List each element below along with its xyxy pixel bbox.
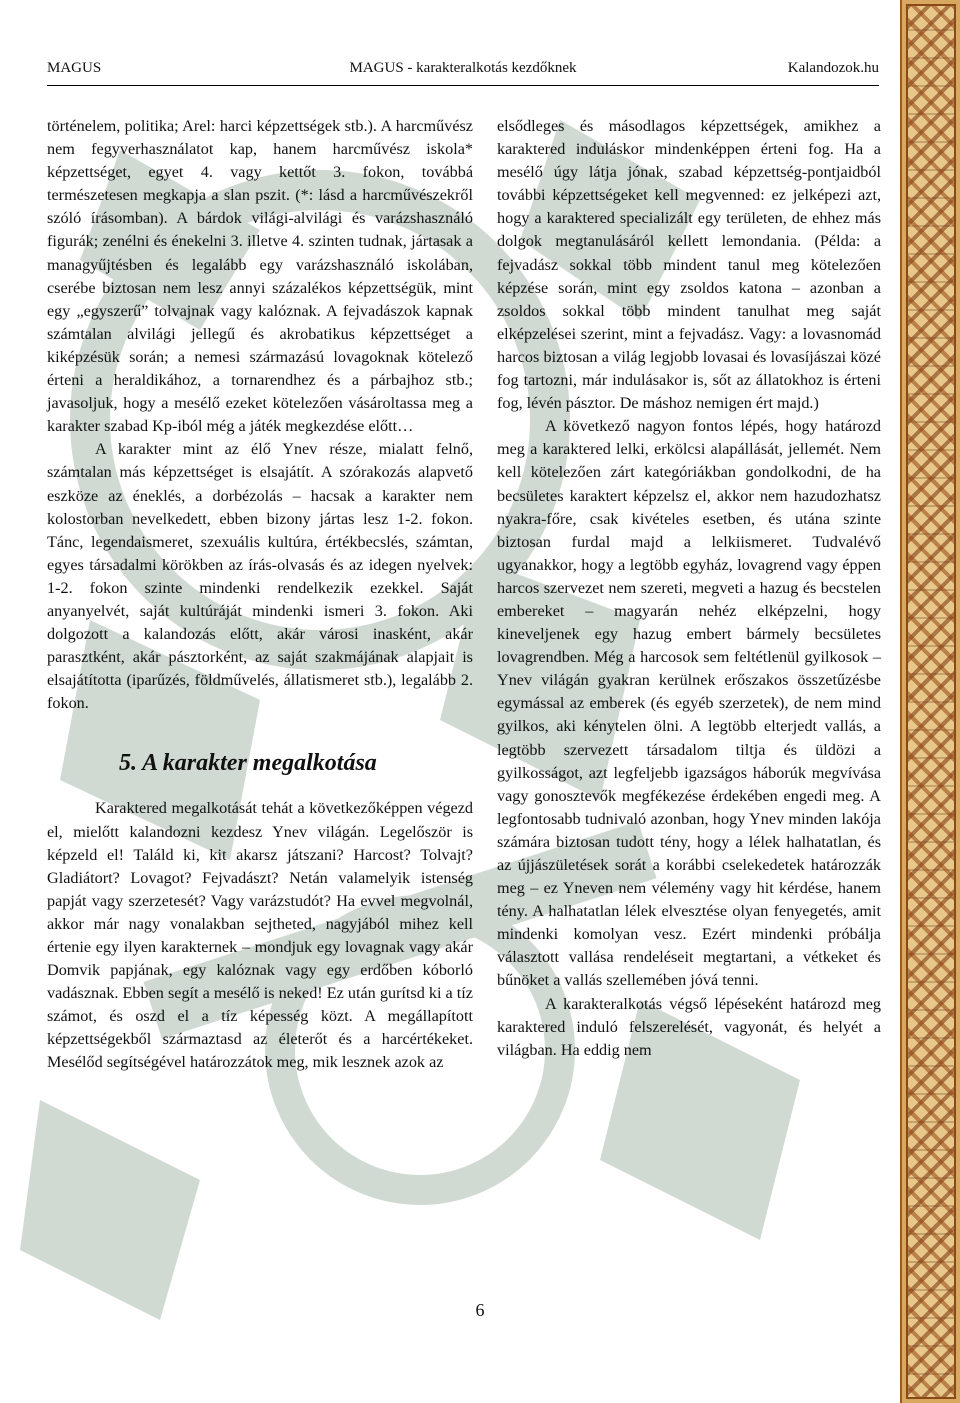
paragraph: Karaktered megalkotását tehát a következőképpen végezd el, mielőtt kalandozni kezdesz Ynev világán. Legelőször is képzeld el! Találd ki, kit akarsz játszani? Harcost? Tolvajt? Gladiátort? Lovagot? Fejvadászt? Netán valamelyik istenség papját vagy szerzetesét? Vagy varázstudót? Ha evvel megvolnál, akkor már nagy vonalakban sejtheted, nagyjából mihez kell értenie egy ilyen karakternek – mondjuk egy lovagnak vagy akár Domvik papjának, egy kalóznak vagy egy erdőben kóborló vadásznak. Ebben segít a mesélő is neked! Ez után gurítsd ki a tíz számot, és oszd el a tíz képesség közt. A megállapított képzettségekből származtasd az életerőt és a harcértékeket. Mesélőd segítségével határozzátok meg, mik lesznek azok az: [47, 799, 473, 1072]
header-divider: [47, 85, 879, 86]
right-text-column: [497, 115, 881, 1062]
page-header: [47, 60, 879, 82]
section-heading: 5. A karakter megalkotása: [119, 750, 377, 777]
left-text-column: [47, 115, 473, 1075]
decorative-border-strip: [900, 0, 960, 1403]
paragraph: elsődleges és másodlagos képzettségek, amikhez a karaktered induláskor mindenképpen érteni fog. Ha a mesélő úgy látja jónak, szabad képzettség-pontjaidból további képzettségeket kell megvenned: ez jelképezi azt, hogy a karaktered specializált egy területen, de ehhez más dolgok megtanulásáról kellett lemondania. (Példa: a fejvadász sokkal több mindent tanul meg kötelezően képzése során, mint egy zsoldos katona – azonban a zsoldos sokkal több mindent tanulhat meg saját elképzelései szerint, mint a fejvadász. Vagy: a lovasnomád harcos biztosan a világ legjobb lovasai és lovasíjászai közé fog tartozni, már indulásakor is, sőt az állatokhoz is érteni fog, lévén pásztor. De máshoz nemigen ért majd.): [497, 117, 881, 413]
header-center-title: MAGUS - karakteralkotás kezdőknek: [349, 60, 577, 76]
paragraph: A karakteralkotás végső lépéseként határozd meg karaktered induló felszerelését, vagyonát, és helyét a világban. Ha eddig nem: [497, 994, 881, 1059]
paragraph: történelem, politika; Arel: harci képzettségek stb.). A harcművész nem fegyverhasználatot kap, hanem harcművész iskola* képzettséget, egyet 4. vagy kettőt 3. fokon, továbbá természetesen megkapja a slan pszit. (*: lásd a harcművészekről szóló írásomban). A bárdok világi-alvilági és varázshasználó figurák; zenélni és énekelni 3. illetve 4. szinten tudnak, jártasak a managyűjtésben és legalább egy varázshasználó iskolában, cserébe biztosan nem lesz annyi százalékos képzettségük, mint egy „egyszerű” tolvajnak vagy kalóznak. A fejvadászok kapnak számtalan alvilági jellegű és akrobatikus képzettséget a kiképzésük során; a nemesi származású lovagoknak kötelező érteni a heraldikához, a tornarendhez és a párbajhoz stb.; javasoljuk, hogy a mesélő ezeket kötelezően vásároltassa meg a karakter szabad Kp-iból még a játék megkezdése előtt…: [47, 117, 473, 436]
paragraph: A karakter mint az élő Ynev része, mialatt felnő, számtalan más képzettséget is elsajátít. A szórakozás alapvető eszköze az éneklés, a dorbézolás – hacsak a karakter nem kolostorban nevelkedett, ebben bizony jártas lesz 1-2. fokon. Tánc, legendaismeret, szexuális kultúra, értékbecslés, számtan, egyes társadalmi körökben az írás-olvasás és az idegen nyelvek: 1-2. fokon szinte mindenki rendelkezik ezekkel. Saját anyanyelvét, saját kultúráját mindenki ismeri 3. fokon. Aki dolgozott a kalandozás előtt, akár városi inasként, akár parasztként, akár pásztorként, az saját szakmájának alapjait is elsajátította (iparűzés, földművelés, állatismeret stb.), legalább 2. fokon.: [47, 440, 473, 713]
page-number: 6: [475, 1300, 485, 1320]
paragraph: A következő nagyon fontos lépés, hogy határozd meg a karaktered lelki, erkölcsi alapállását, jellemét. Nem kell kötelezően zárt kategóriákban gondolkodni, de ha becsületes karaktert képzelsz el, akkor nem hazudozhatsz nyakra-főre, csak kivételes esetben, és utána szinte biztosan furdal majd a lelkiismeret. Tudvalévő ugyanakkor, hogy a legtöbb egyház, lovagrend vagy éppen harcos szervezet nem szereti, megveti a hazug és becstelen embereket – magyarán nehéz elképzelni, hogy kineveljenek egy hazug embert bármely becsületes lovagrendben. Még a harcosok sem feltétlenül gyilkosok – Ynev világán gyakran kerülnek erőszakos összetűzésbe egymással az emberek (és egyéb szerzetek), de nem mind gyilkos, aki kénytelen ölni. A legtöbb elterjedt vallás, a legtöbb szervezett társadalom tiltja és üldözi a gyilkosságot, azt legfeljebb igazságos háborúk megvívása vagy gonosztevők megfékezése érdekében engedi meg. A legfontosabb tudnivaló azonban, hogy Ynev minden lakója számára biztosan tudott tény, hogy a lélek halhatatlan, és az újjászületések sorát a korábbi cselekedetek határozzák meg – ez Yneven nem vélemény vagy hit kérdése, hanem tény. A halhatatlan lélek elvesztése olyan fenyegetés, amit mindenki komolyan vesz. Ezért mindenki próbálja választott vallása rendeléseit megtartani, a vétkeket és bűnöket a vallás szellemében jóvá tenni.: [497, 417, 881, 990]
header-right-site: Kalandozok.hu: [787, 60, 879, 76]
header-left-title: MAGUS: [47, 60, 102, 76]
